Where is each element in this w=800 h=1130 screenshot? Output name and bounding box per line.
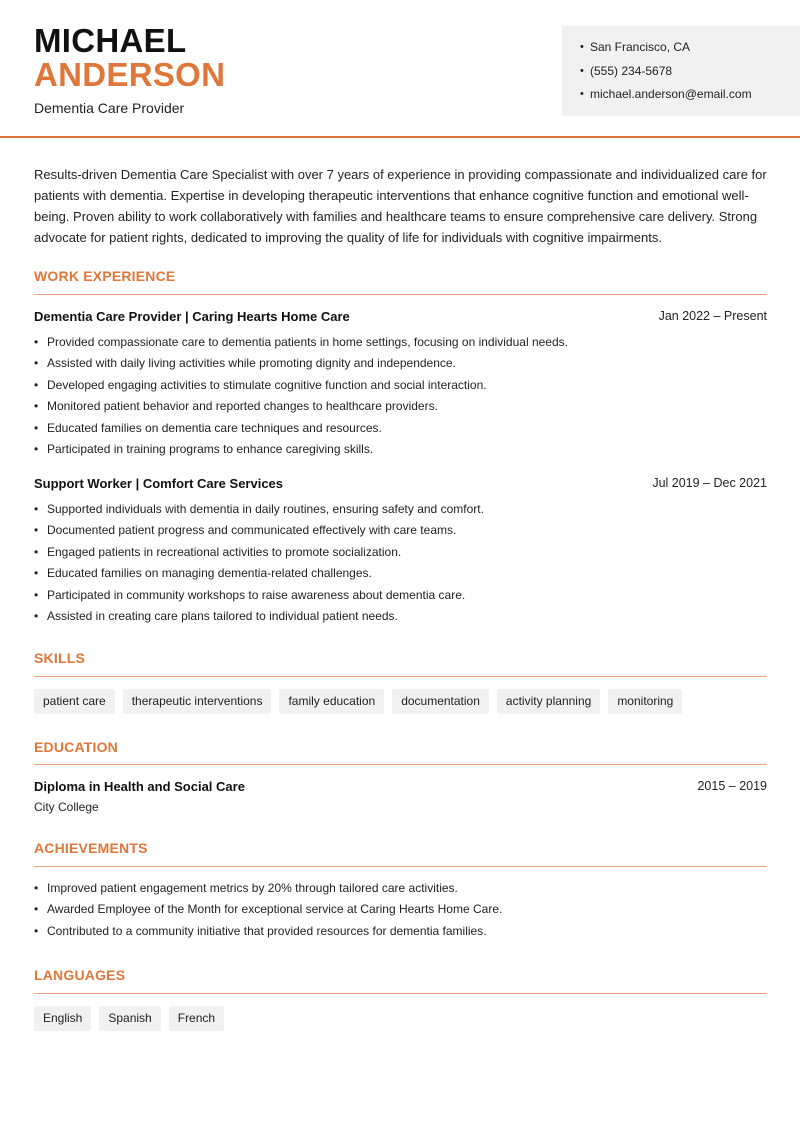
bullet-icon: • bbox=[34, 420, 39, 435]
education-header bbox=[34, 779, 767, 794]
list-item bbox=[34, 375, 767, 396]
list-item-text: Developed engaging activities to stimulate cognitive function and social interaction. bbox=[47, 377, 487, 392]
bullet-icon: • bbox=[34, 902, 39, 917]
language-tag: French bbox=[169, 1006, 224, 1031]
list-item bbox=[34, 332, 767, 353]
bullet-icon: • bbox=[34, 335, 39, 349]
list-item-text: Assisted with daily living activities while promoting dignity and independence. bbox=[47, 356, 456, 371]
skill-tag: family education bbox=[279, 689, 384, 714]
job-role: Dementia Care Provider | Caring Hearts Home Care bbox=[34, 309, 350, 324]
job-bullets bbox=[34, 499, 767, 627]
job-role: Support Worker | Comfort Care Services bbox=[34, 476, 284, 491]
bullet-icon: • bbox=[34, 881, 39, 895]
section-title-achievements: ACHIEVEMENTS bbox=[34, 840, 148, 856]
bullet-icon: • bbox=[34, 566, 39, 581]
list-item bbox=[34, 439, 767, 460]
list-item bbox=[34, 563, 767, 584]
achievements-list bbox=[34, 878, 767, 942]
first-name: MICHAEL bbox=[34, 22, 187, 59]
section-title-work-experience: WORK EXPERIENCE bbox=[34, 268, 176, 284]
list-item bbox=[34, 520, 767, 541]
bullet-icon: • bbox=[34, 523, 39, 538]
list-item bbox=[34, 353, 767, 374]
bullet-icon: • bbox=[34, 587, 39, 602]
list-item bbox=[34, 499, 767, 520]
bullet-icon: • bbox=[34, 923, 39, 938]
education-dates: 2015 – 2019 bbox=[697, 779, 767, 793]
last-name: ANDERSON bbox=[34, 56, 226, 93]
job-header bbox=[34, 309, 767, 324]
resume-header bbox=[0, 0, 800, 138]
section-divider bbox=[34, 866, 767, 867]
list-item-text: Provided compassionate care to dementia patients in home settings, focusing on individual needs. bbox=[47, 335, 568, 349]
list-item bbox=[34, 396, 767, 417]
list-item-text: Awarded Employee of the Month for exceptional service at Caring Hearts Home Care. bbox=[47, 902, 503, 917]
education-degree: Diploma in Health and Social Care bbox=[34, 779, 245, 794]
skill-tag: therapeutic interventions bbox=[123, 689, 272, 714]
list-item bbox=[34, 606, 767, 627]
list-item-text: Assisted in creating care plans tailored to individual patient needs. bbox=[47, 609, 398, 624]
section-title-languages: LANGUAGES bbox=[34, 967, 126, 983]
skills-list bbox=[34, 689, 682, 714]
bullet-icon: • bbox=[580, 88, 584, 100]
section-divider bbox=[34, 294, 767, 295]
language-tag: English bbox=[34, 1006, 91, 1031]
job-header bbox=[34, 476, 767, 491]
bullet-icon: • bbox=[34, 399, 39, 414]
contact-email-text: michael.anderson@email.com bbox=[590, 87, 752, 101]
contact-phone-text: (555) 234-5678 bbox=[590, 63, 673, 78]
job-dates: Jan 2022 – Present bbox=[658, 309, 767, 323]
list-item-text: Engaged patients in recreational activities to promote socialization. bbox=[47, 544, 402, 559]
bullet-icon: • bbox=[34, 609, 39, 624]
list-item-text: Participated in community workshops to raise awareness about dementia care. bbox=[47, 587, 466, 602]
list-item-text: Documented patient progress and communicated effectively with care teams. bbox=[47, 523, 457, 538]
list-item-text: Participated in training programs to enhance caregiving skills. bbox=[47, 442, 374, 457]
list-item-text: Educated families on dementia care techniques and resources. bbox=[47, 420, 382, 435]
list-item-text: Contributed to a community initiative that provided resources for dementia families. bbox=[47, 923, 487, 938]
section-divider bbox=[34, 764, 767, 765]
list-item-text: Improved patient engagement metrics by 20% through tailored care activities. bbox=[47, 881, 458, 895]
list-item-text: Monitored patient behavior and reported changes to healthcare providers. bbox=[47, 399, 438, 414]
bullet-icon: • bbox=[34, 356, 39, 371]
list-item-text: Supported individuals with dementia in daily routines, ensuring safety and comfort. bbox=[47, 502, 484, 516]
job-bullets bbox=[34, 332, 767, 460]
list-item bbox=[34, 899, 767, 920]
section-title-education: EDUCATION bbox=[34, 739, 118, 755]
education-school: City College bbox=[34, 800, 99, 814]
contact-location-text: San Francisco, CA bbox=[590, 40, 691, 54]
skill-tag: patient care bbox=[34, 689, 115, 714]
list-item-text: Educated families on managing dementia-related challenges. bbox=[47, 566, 372, 581]
job-title: Dementia Care Provider bbox=[34, 100, 185, 116]
bullet-icon: • bbox=[34, 442, 39, 457]
list-item bbox=[34, 418, 767, 439]
summary-paragraph: Results-driven Dementia Care Specialist with over 7 years of experience in providing compassionate and individualized care for patients with dementia. Expertise in developing therapeutic interventions that enhance cognitive function and emotional well-being. Proven ability to work collaboratively with families and healthcare teams to ensure comprehensive care delivery. Strong advocate for patient rights, dedicated to improving the quality of life for individuals with cognitive impairments. bbox=[34, 167, 767, 245]
contact-location bbox=[580, 39, 800, 63]
bullet-icon: • bbox=[34, 377, 39, 392]
bullet-icon: • bbox=[580, 64, 584, 77]
section-title-skills: SKILLS bbox=[34, 650, 85, 666]
list-item bbox=[34, 585, 767, 606]
contact-email bbox=[580, 86, 800, 110]
list-item bbox=[34, 542, 767, 563]
list-item bbox=[34, 921, 767, 942]
section-divider bbox=[34, 993, 767, 994]
bullet-icon: • bbox=[34, 502, 39, 516]
bullet-icon: • bbox=[34, 544, 39, 559]
section-divider bbox=[34, 676, 767, 677]
skill-tag: documentation bbox=[392, 689, 489, 714]
language-tag: Spanish bbox=[99, 1006, 160, 1031]
job-dates: Jul 2019 – Dec 2021 bbox=[652, 476, 767, 490]
skill-tag: monitoring bbox=[608, 689, 682, 714]
contact-box bbox=[562, 26, 800, 116]
skill-tag: activity planning bbox=[497, 689, 600, 714]
list-item bbox=[34, 878, 767, 899]
contact-phone bbox=[580, 63, 800, 87]
languages-list bbox=[34, 1006, 224, 1031]
bullet-icon: • bbox=[580, 41, 584, 53]
